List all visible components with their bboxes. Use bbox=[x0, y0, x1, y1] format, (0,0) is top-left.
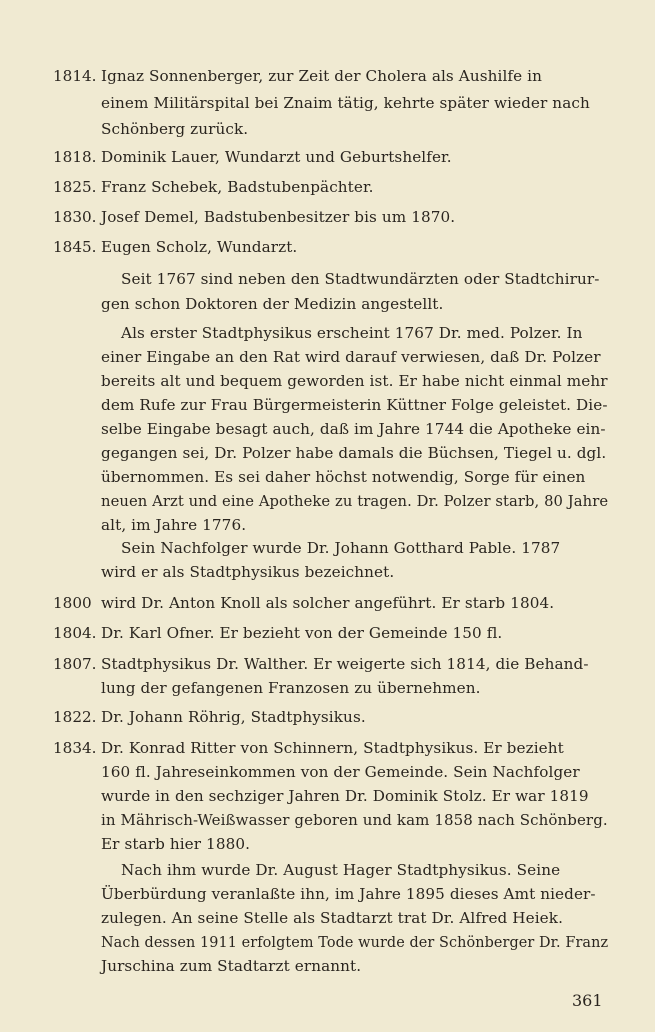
entry-year: 1818. bbox=[53, 148, 97, 166]
entry-line: wurde in den sechziger Jahren Dr. Dominik Stolz. Er war 1819 bbox=[101, 787, 589, 805]
paragraph-line: dem Rufe zur Frau Bürgermeisterin Küttner Folge geleistet. Die- bbox=[101, 396, 608, 414]
paragraph-line: Nach dessen 1911 erfolgtem Tode wurde der Schönberger Dr. Franz bbox=[101, 933, 609, 951]
entry-year: 1834. bbox=[53, 739, 97, 757]
entry-line: 160 fl. Jahreseinkommen von der Gemeinde. Sein Nachfolger bbox=[101, 763, 580, 781]
entry-line: Er starb hier 1880. bbox=[101, 835, 251, 853]
entry-line: Dr. Johann Röhrig, Stadtphysikus. bbox=[101, 708, 366, 726]
paragraph-line: übernommen. Es sei daher höchst notwendig, Sorge für einen bbox=[101, 468, 586, 486]
paragraph-line: selbe Eingabe besagt auch, daß im Jahre 1744 die Apotheke ein- bbox=[101, 420, 606, 438]
paragraph-line: Seit 1767 sind neben den Stadtwundärzten oder Stadtchirur- bbox=[121, 270, 600, 288]
entry-line: lung der gefangenen Franzosen zu übernehmen. bbox=[101, 679, 481, 697]
paragraph-line: Jurschina zum Stadtarzt ernannt. bbox=[101, 957, 362, 975]
entry-line: Josef Demel, Badstubenbesitzer bis um 1870. bbox=[101, 208, 456, 226]
entry-year: 1830. bbox=[53, 208, 97, 226]
paragraph-line: neuen Arzt und eine Apotheke zu tragen. Dr. Polzer starb, 80 Jahre bbox=[101, 492, 609, 510]
entry-line: Dominik Lauer, Wundarzt und Geburtshelfer. bbox=[101, 148, 452, 166]
paragraph-line: Als erster Stadtphysikus erscheint 1767 Dr. med. Polzer. In bbox=[121, 324, 583, 342]
paragraph-line: wird er als Stadtphysikus bezeichnet. bbox=[101, 563, 395, 581]
entry-year: 1804. bbox=[53, 624, 97, 642]
entry-line: Schönberg zurück. bbox=[101, 120, 249, 138]
entry-line: Stadtphysikus Dr. Walther. Er weigerte sich 1814, die Behand- bbox=[101, 655, 589, 673]
paragraph-line: Sein Nachfolger wurde Dr. Johann Gotthard Pable. 1787 bbox=[121, 539, 561, 557]
paragraph-line: Nach ihm wurde Dr. August Hager Stadtphysikus. Seine bbox=[121, 861, 561, 879]
entry-year: 1800 bbox=[53, 594, 92, 612]
page-number: 361 bbox=[572, 991, 603, 1010]
paragraph-line: Überbürdung veranlaßte ihn, im Jahre 1895 dieses Amt nieder- bbox=[101, 885, 596, 903]
entry-year: 1814. bbox=[53, 67, 97, 85]
paragraph-line: gen schon Doktoren der Medizin angestellt. bbox=[101, 295, 444, 313]
entry-line: in Mährisch-Weißwasser geboren und kam 1858 nach Schönberg. bbox=[101, 811, 608, 829]
paragraph-line: bereits alt und bequem geworden ist. Er habe nicht einmal mehr bbox=[101, 372, 608, 390]
entry-line: Eugen Scholz, Wundarzt. bbox=[101, 238, 298, 256]
paragraph-line: alt, im Jahre 1776. bbox=[101, 516, 247, 534]
entry-line: Dr. Karl Ofner. Er bezieht von der Gemeinde 150 fl. bbox=[101, 624, 503, 642]
paragraph-line: gegangen sei, Dr. Polzer habe damals die Büchsen, Tiegel u. dgl. bbox=[101, 444, 607, 462]
entry-line: Franz Schebek, Badstubenpächter. bbox=[101, 178, 374, 196]
entry-line: Ignaz Sonnenberger, zur Zeit der Cholera als Aushilfe in bbox=[101, 67, 542, 85]
paragraph-line: einer Eingabe an den Rat wird darauf verwiesen, daß Dr. Polzer bbox=[101, 348, 601, 366]
entry-year: 1825. bbox=[53, 178, 97, 196]
entry-year: 1807. bbox=[53, 655, 97, 673]
entry-line: Dr. Konrad Ritter von Schinnern, Stadtphysikus. Er bezieht bbox=[101, 739, 564, 757]
entry-year: 1822. bbox=[53, 708, 97, 726]
paragraph-line: zulegen. An seine Stelle als Stadtarzt trat Dr. Alfred Heiek. bbox=[101, 909, 564, 927]
entry-year: 1845. bbox=[53, 238, 97, 256]
entry-line: einem Militärspital bei Znaim tätig, kehrte später wieder nach bbox=[101, 94, 590, 112]
entry-line: wird Dr. Anton Knoll als solcher angeführt. Er starb 1804. bbox=[101, 594, 555, 612]
